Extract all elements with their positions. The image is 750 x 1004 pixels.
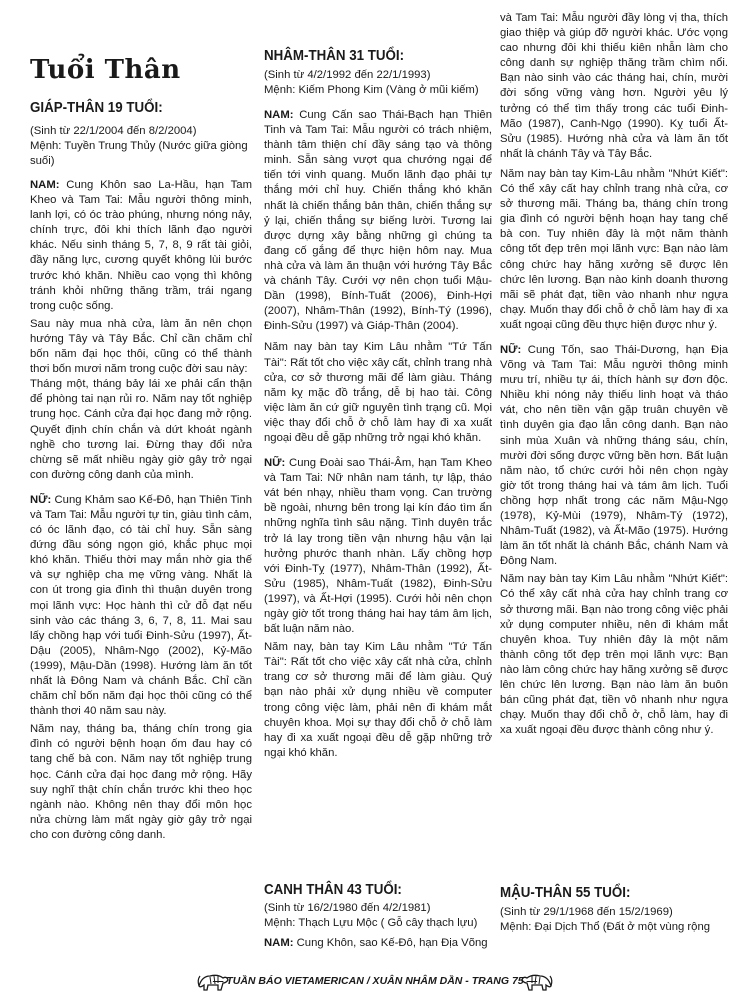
section-heading: CANH THÂN 43 TUỔI: [264, 882, 402, 898]
tiger-icon [520, 966, 554, 994]
paragraph: Năm nay, bàn tay Kim Lâu nhằm "Tứ Tấn Tài": Rất tốt cho việc xây cất nhà cửa, chỉnh trang cơ sở thương mãi để làm giàu. Quý bạn nào phải xử dụng nhiều về computer trong công việc làm, phải nên đi khám mắt chuyên khoa. Mọi sự thay đổi chỗ ở chỗ làm hay đi xa xuất ngoại đều dễ gặp những trở ngại khó khăn. [264, 641, 492, 759]
birth-range: (Sinh từ 29/1/1968 đến 15/2/1969) [500, 906, 673, 918]
paragraph-nam [30, 178, 252, 314]
lead-nam: NAM: [264, 109, 294, 121]
lead-nam: NAM: [30, 179, 60, 191]
section-mau-than [500, 885, 728, 935]
lead-nam: NAM: [264, 937, 294, 949]
paragraph-nam [264, 108, 492, 334]
section-giap-than [30, 100, 252, 843]
section-heading: GIÁP-THÂN 19 TUỔI: [30, 100, 163, 116]
paragraph: và Tam Tai: Mẫu người đầy lòng vị tha, thích giao thiệp và giúp đỡ người khác. Ước vọng cao nhưng đôi khi thiếu kiên nhẫn làm cho công danh sự nghiệp thăng trầm chìm nổi. Bạn nào sinh vào các tháng hai, chín, mười đời sống vững vàng hơn. Người yêu lý tưởng có thể tìm thấy trong các tuổi Đinh-Mão (1987), Canh-Ngọ (1990). Kỵ tuổi Ất-Sửu (1985). Hướng nhà cửa và làm ăn tốt nhất là chánh Tây và Tây Bắc. [500, 12, 728, 160]
menh-line: Mệnh: Thạch Lựu Mộc ( Gỗ cây thạch lựu) [264, 917, 478, 929]
menh-line: Mệnh: Đại Dịch Thổ (Đất ở một vùng rộng [500, 921, 711, 933]
menh-line: Mệnh: Tuyền Trung Thủy (Nước giữa giòng suối) [30, 140, 248, 167]
section-heading: MẬU-THÂN 55 TUỔI: [500, 885, 631, 901]
birth-range: (Sinh từ 16/2/1980 đến 4/2/1981) [264, 902, 431, 914]
text-nam: Cung Khôn, sao Kế-Đô, hạn Địa Võng [293, 937, 488, 949]
section-heading: NHÂM-THÂN 31 TUỔI: [264, 48, 405, 64]
birth-range: (Sinh từ 4/2/1992 đến 22/1/1993) [264, 69, 431, 81]
section-nham-than [264, 48, 492, 761]
paragraph: Năm nay bàn tay Kim-Lâu nhằm "Nhứt Kiết": Có thể xây cất hay chỉnh trang nhà cửa, cơ sở thương mãi. Tháng ba, tháng chín trong gia đình có người bệnh hoạn hay tang chế bà con. Tuy nhiên đây là một năm thành công tốt đẹp trên mọi lãnh vực: Bạn nào làm công chức hay hãng xưởng sẽ được lên chức lên lương. Bạn nào kinh doanh thương mãi sẽ phát đạt, tiền vào nhanh như ngựa chạy. Muốn thay đổi chỗ ở chỗ làm hay đi xa xuất ngoại cũng đều thực hiện được như ý. [500, 167, 728, 331]
paragraph: Tháng một, tháng bảy lái xe phải cẩn thận để phòng tai nạn rủi ro. Năm nay tốt nghiệp trung học. Cánh cửa đại học đang mở rộng. Quyết định chín chắn và dứt khoát ngành nghề cho tương lai. Đừng thay đổi nửa chừng sẽ mất nhiều ngày giờ gây trở ngại con đường công danh của mình. [30, 378, 252, 481]
text-nu: Cung Tốn, sao Thái-Dương, hạn Địa Võng và Tam Tai: Mẫu người thông minh mưu trí, nhiều tự ái, thích hành sự đơn độc. Nhiều khi nóng nảy thiếu linh hoạt và tháo vát, cho nên tiền vận gặp truân chuyên về tình duyên gia đạo lẫn công danh. Bạn nào sinh mùa Xuân và những tháng sáu, chín, mười đời sống được vững bền hơn. Bất luận năm nào, tổ chức cưới hỏi nên chọn ngày giờ tốt trong tháng hai và tám âm lịch. Tuổi chồng hợp nhất trong các năm Mậu-Ngọ (1978), Kỷ-Mùi (1979), Nhâm-Tý (1972), Nhâm-Tuất (1982), và Ất-Mão (1975). Hướng làm ăn tốt nhất là chánh Bắc, chánh Nam và Đông Nam. [500, 343, 728, 568]
section-continued [500, 11, 728, 738]
text-nam: Cung Khôn sao La-Hầu, hạn Tam Kheo và Tam Tai: Mẫu người thông minh, lanh lợi, có óc trào phúng, nhưng nóng nảy, chính trực, đôi khi thích lãnh đạo người khác. Nếu sinh tháng 5, 7, 8, 9 rất tài giỏi, đầy năng lực, cương quyết không lùi bước trước khó khăn. Nhiều cao vọng thì không tránh khỏi những thăng trầm, trái ngang trong cuộc sống. [30, 179, 252, 312]
paragraph: Năm nay, tháng ba, tháng chín trong gia đình có người bệnh hoạn ốm đau hay có tang chế bà con. Năm nay tốt nghiệp trung học. Cánh cửa đại học đang mở rộng. Hãy suy nghĩ thật chín chắn trước khi theo học ngành nào. Không nên thay đổi môn học nửa chừng làm mất ngày giờ gây trở ngại cho con đường công danh. [30, 723, 252, 841]
lead-nu: NỮ: [30, 493, 52, 506]
text-nam: Cung Cấn sao Thái-Bạch hạn Thiên Tinh và Tam Tai: Mẫu người có trách nhiệm, thành tâm thiện chí đầy sáng tạo và thông minh. Sẵn sàng vượt qua chướng ngại để tiến tới vinh quang. Muốn lãnh đạo phải tự thắng mới chỉ huy. Chiến thắng khó khăn nhất là chiến thắng bản thân, chiến thắng sự ỷ lại, chiến thắng sự biếng lười. Tương lai được dựng xây bằng những gì chúng ta đang cố gắng để thực hiện hôm nay. Mua nhà cửa và làm ăn thuận với hướng Tây Bắc và chánh Tây. Cưới vợ nên chọn tuổi Mậu-Dần (1998), Bính-Tuất (2006), Đinh-Hợi (2007), Nhâm-Thân (1992), Bính-Tý (1996), Đinh-Sửu (1997) và Giáp-Thân (2004). [264, 109, 492, 333]
text-nu: Cung Khảm sao Kế-Đô, hạn Thiên Tinh và Tam Tai: Mẫu người tự tin, giàu tình cảm, có óc lãnh đạo, có tài chỉ huy. Sẵn sàng đứng đầu sóng ngọn gió, khắc phục mọi khó khăn. Thiếu thời may mắn nhờ gia thế và sự nghiệp cha mẹ vững vàng. Nhất là con út trong gia đình thì thuận duyên trong mọi lãnh vực: Học hành thì cử đỗ đạt nếu sinh vào các tháng 3, 6, 7, 8, 11. Mai sau lấy chồng hạp với tuổi Đinh-Sửu (1997), Ất-Dậu (2005), Nhâm-Ngọ (2002), Kỷ-Mão (1999), Mậu-Dần (1998). Hướng làm ăn tốt nhất là Đông Nam và chánh Bắc. Chỉ cần chăm chỉ bốn năm đại học thôi cũng có thể thành thơi 40 năm sau này. [30, 493, 252, 718]
section-canh-than [264, 882, 492, 951]
paragraph: Năm nay bàn tay Kim Lâu nhằm "Nhứt Kiết": Có thể xây cất nhà cửa hay chỉnh trang cơ sở thương mãi. Bạn nào trong công việc phải xử dụng computer nhiều, nên đi khám mắt chuyên khoa. Tuy nhiên đây là một năm thành công tốt đẹp trên mọi lãnh vực: Bạn nào làm công chức hay hãng xưởng sẽ được lên chức lên lương. Bạn nào làm ăn buôn bán cũng phát đạt, tiền vô nhanh như ngựa chạy. Muốn thay đổi chỗ ở, chỗ làm, hay đi xa xuất ngoại đều được thành công như ý. [500, 573, 728, 737]
paragraph: Sau này mua nhà cửa, làm ăn nên chọn hướng Tây và Tây Bắc. Chỉ cần chăm chỉ bốn năm đại học thôi, cũng có thể thành thơi bốn mươi năm trong cuộc đời sau này: [30, 317, 252, 376]
birth-range: (Sinh từ 22/1/2004 đến 8/2/2004) [30, 125, 197, 137]
lead-nu: NỮ: [264, 457, 286, 470]
lead-nu: NỮ: [500, 343, 522, 356]
menh-line: Mệnh: Kiếm Phong Kim (Vàng ở mũi kiếm) [264, 84, 479, 96]
paragraph-nam [264, 936, 492, 951]
paragraph-nu [264, 456, 492, 637]
page-footer: — TUẦN BÁO VIETAMERICAN / XUÂN NHÂM DẦN - TRANG 75 — [212, 975, 538, 987]
paragraph-nu [500, 343, 728, 569]
text-nu: Cung Đoài sao Thái-Âm, hạn Tam Kheo và Tam Tai: Nữ nhân nam tánh, tự lập, tháo vát bén nhạy, nhiều tham vọng. Can trường bề ngoài, nhưng bên trong lại kín đáo tìm ẩn những nghĩa tình sâu nặng. Tình duyên trắc trở lá lay trong tiền vận nhưng hậu vận lại hưởng phước thanh nhàn. Lấy chồng hợp với Đinh-Tỵ (1977), Nhâm-Thân (1992), Ất-Sửu (1985), Nhâm-Tuất (1982), Đinh-Sửu (1997), và Ất-Hợi (1995). Cưới hỏi nên chọn ngày giờ tốt trong tháng hai hay tám âm lịch, bất luận năm nào. [264, 457, 492, 636]
paragraph: Năm nay bàn tay Kim Lâu nhằm "Tứ Tấn Tài": Rất tốt cho việc xây cất, chỉnh trang nhà cửa, cơ sở thương mãi để làm giàu. Tháng năm kỵ mặc đồ trắng, dễ bị hao tài. Công việc làm ăn cứ giữ nguyên tình trạng cũ. Mọi việc thay đổi chỗ ở chỗ làm hay đi xa xuất ngoại đều dễ gặp những trở ngại khó khăn. [264, 341, 492, 444]
paragraph-nu [30, 493, 252, 719]
page-title: Tuổi Thân [30, 55, 181, 85]
